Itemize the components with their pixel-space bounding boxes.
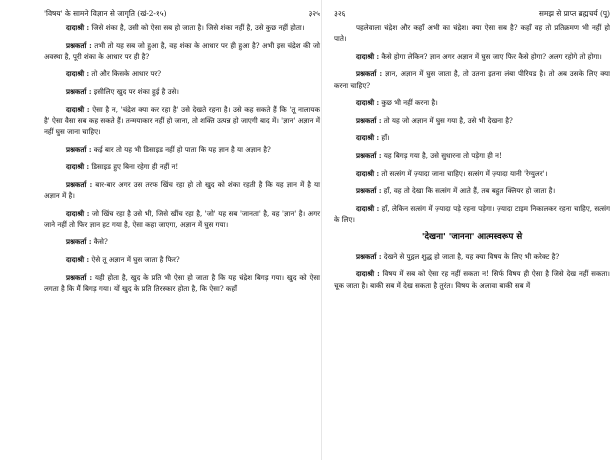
- dialogue-paragraph: [334, 115, 610, 126]
- dialogue-paragraph: [334, 268, 610, 290]
- paragraph-text: तो सत्संग में ज़्यादा जाना चाहिए। सत्संग में ज़्यादा यानी 'रेग्युलर'।: [381, 168, 548, 178]
- dialogue-paragraph: [44, 161, 320, 172]
- speaker-label: प्रश्नकर्ता :: [66, 237, 92, 247]
- speaker-label: प्रश्नकर्ता :: [356, 115, 382, 125]
- speaker-label: प्रश्नकर्ता :: [66, 272, 93, 282]
- book-gutter: [321, 0, 322, 460]
- dialogue-paragraph: [44, 68, 320, 79]
- paragraph-text: पहलेवाला चंद्रेश और कहाँ अभी का चंद्रेश। क्या ऐसा सब है? कहाँ वह तो प्रतिक्रमण भी नहीं हो पाते।: [334, 23, 610, 44]
- paragraph-text: जिसे शंका है, उसी को ऐसा सब हो जाता है। जिसे शंका नहीं है, उसे कुछ नहीं होता।: [91, 23, 305, 32]
- paragraph-text: यह बिगड़ गया है, उसे सुधारना तो पड़ेगा ही न!: [383, 150, 502, 160]
- speaker-label: दादाश्री :: [66, 162, 90, 172]
- speaker-label: दादाश्री :: [356, 269, 380, 279]
- left-page-header: [44, 0, 320, 22]
- speaker-label: दादाश्री :: [356, 133, 380, 143]
- speaker-label: दादाश्री :: [66, 254, 90, 264]
- dialogue-paragraph: [334, 97, 610, 108]
- speaker-label: दादाश्री :: [356, 51, 380, 61]
- paragraph-text: हाँ, वह तो देखा कि सत्संग में आते हैं, तब बहुत क्लियर हो जाता है।: [383, 186, 556, 196]
- dialogue-paragraph: [44, 179, 320, 201]
- right-running-title: समझ से प्राप्त ब्रह्मचर्य (पू): [538, 9, 610, 18]
- speaker-label: दादाश्री :: [66, 208, 90, 218]
- paragraph-text: तो और किसके आधार पर?: [91, 69, 162, 79]
- paragraph-text: देखने से पुद्गल शुद्ध हो जाता है, यह क्या विषय के लिए भी करेक्ट है?: [383, 251, 560, 261]
- dialogue-paragraph: [44, 272, 320, 294]
- paragraph-text: ज्ञान, अज्ञान में घुस जाता है, तो उतना इतना लंबा पीरियड है। तो अब उसके लिए क्या करना चाहिए?: [334, 69, 610, 90]
- right-page-body: [334, 22, 610, 225]
- paragraph-text: कैसे होगा लेकिन? ज्ञान अगर अज्ञान में घुस जाए फिर कैसे होगा? अलग रहोगे तो होगा।: [381, 51, 602, 61]
- speaker-label: दादाश्री :: [356, 168, 380, 178]
- paragraph-text: तो यह जो अज्ञान में घुस गया है, उसे भी देखना है?: [383, 115, 513, 125]
- dialogue-paragraph: [334, 251, 610, 262]
- paragraph-text: हाँ, लेकिन सत्संग में ज़्यादा पड़े रहना पड़ेगा। ज़्यादा टाइम निकालकर रहना चाहिए, सत्संग के लिए।: [334, 203, 610, 224]
- dialogue-paragraph: [44, 254, 320, 265]
- dialogue-paragraph: [334, 51, 610, 62]
- speaker-label: दादाश्री :: [356, 98, 380, 108]
- dialogue-paragraph: [44, 104, 320, 138]
- speaker-label: दादाश्री :: [66, 69, 90, 79]
- speaker-label: दादाश्री :: [356, 203, 380, 213]
- left-page-number: ३२५: [308, 9, 320, 18]
- paragraph-text: कैसे?: [93, 237, 108, 247]
- dialogue-paragraph: [44, 208, 320, 230]
- dialogue-paragraph: [44, 40, 320, 62]
- dialogue-paragraph: [44, 236, 320, 247]
- right-page-number: ३२६: [334, 9, 346, 18]
- left-running-title: 'विषय' के सामने विज्ञान से जागृति (खं-2-१५): [44, 9, 167, 18]
- dialogue-paragraph: [334, 185, 610, 196]
- dialogue-paragraph: [334, 132, 610, 143]
- speaker-label: प्रश्नकर्ता :: [356, 69, 383, 79]
- paragraph-text: इसीलिए खुद पर शंका हुई है उसे।: [93, 86, 179, 96]
- paragraph-text: कुछ भी नहीं करना है।: [381, 98, 438, 108]
- speaker-label: प्रश्नकर्ता :: [66, 86, 92, 96]
- paragraph-text: ऐसे तू अज्ञान में घुस जाता है फिर?: [91, 254, 180, 264]
- dialogue-paragraph: [44, 86, 320, 97]
- right-page-body-continued: [334, 251, 610, 291]
- left-page-body: [44, 22, 320, 294]
- dialogue-paragraph: [44, 22, 320, 33]
- dialogue-paragraph: [334, 22, 610, 44]
- dialogue-paragraph: [44, 144, 320, 155]
- paragraph-text: कई बार तो यह भी डिसाइड नहीं हो पाता कि यह ज्ञान है या अज्ञान है?: [93, 144, 271, 154]
- paragraph-text: जो खिंच रहा है उसे भी, जिसे खींच रहा है, 'जो' यह सब 'जानता' है, वह 'ज्ञान' है। अगर जाने नहीं तो फिर ज्ञान हट गया है, ऐसा कहा जाएगा, अज्ञान में घुस गया।: [44, 208, 320, 229]
- section-heading: 'देखना' 'जानना' आत्मस्वरूप से: [421, 231, 523, 242]
- speaker-label: प्रश्नकर्ता :: [356, 150, 382, 160]
- paragraph-text: विषय में सब को ऐसा रह नहीं सकता न! सिर्फ विषय ही ऐसा है जिसे देख नहीं सकता। चूक जाता है। बाकी सब में देख सकता है तुरंत। विषय के अलावा बाकी सब में: [334, 269, 610, 290]
- speaker-label: प्रश्नकर्ता :: [66, 144, 92, 154]
- speaker-label: प्रश्नकर्ता :: [66, 179, 93, 189]
- paragraph-text: बार-बार अगर उस तरफ खिंच रहा हो तो खुद को शंका रहती है कि यह ज्ञान में है या अज्ञान में है।: [44, 179, 320, 200]
- speaker-label: दादाश्री :: [66, 23, 90, 32]
- speaker-label: प्रश्नकर्ता :: [66, 40, 92, 50]
- paragraph-text: डिसाइड हुए बिना रहेगा ही नहीं न!: [91, 162, 179, 172]
- dialogue-paragraph: [334, 68, 610, 90]
- speaker-label: प्रश्नकर्ता :: [356, 251, 382, 261]
- dialogue-paragraph: [334, 150, 610, 161]
- paragraph-text: ऐसा है न, 'चंद्रेश क्या कर रहा है' उसे देखते रहना है। उसे कह सकते हैं कि 'तू नालायक है' ऐसा वैसा सब कह सकते हैं। तन्मयाकार नहीं हो जाना, तो शक्ति उत्पन्न हो जाएगी बाद में। 'ज्ञान' अज्ञान में नहीं घुस जाना चाहिए।: [44, 104, 320, 136]
- paragraph-text: तभी तो यह सब जो हुआ है, वह शंका के आधार पर ही हुआ है? अभी इस चंद्रेश की जो अवस्था है, पूरी शंका के आधार पर ही है?: [44, 40, 320, 61]
- paragraph-text: हाँ।: [381, 133, 390, 143]
- paragraph-text: यही होता है, खुद के प्रति भी ऐसा हो जाता है कि यह चंद्रेश बिगड़ गया। खुद को ऐसा लगता है कि मैं बिगड़ गया। यों खुद के प्रति तिरस्कार होता है, कि ऐसा? कहाँ: [44, 272, 320, 293]
- speaker-label: प्रश्नकर्ता :: [356, 186, 382, 196]
- right-page: [334, 0, 610, 460]
- dialogue-paragraph: [334, 168, 610, 179]
- right-page-header: [334, 0, 610, 22]
- dialogue-paragraph: [334, 203, 610, 225]
- left-page: [44, 0, 320, 460]
- speaker-label: दादाश्री :: [66, 104, 90, 114]
